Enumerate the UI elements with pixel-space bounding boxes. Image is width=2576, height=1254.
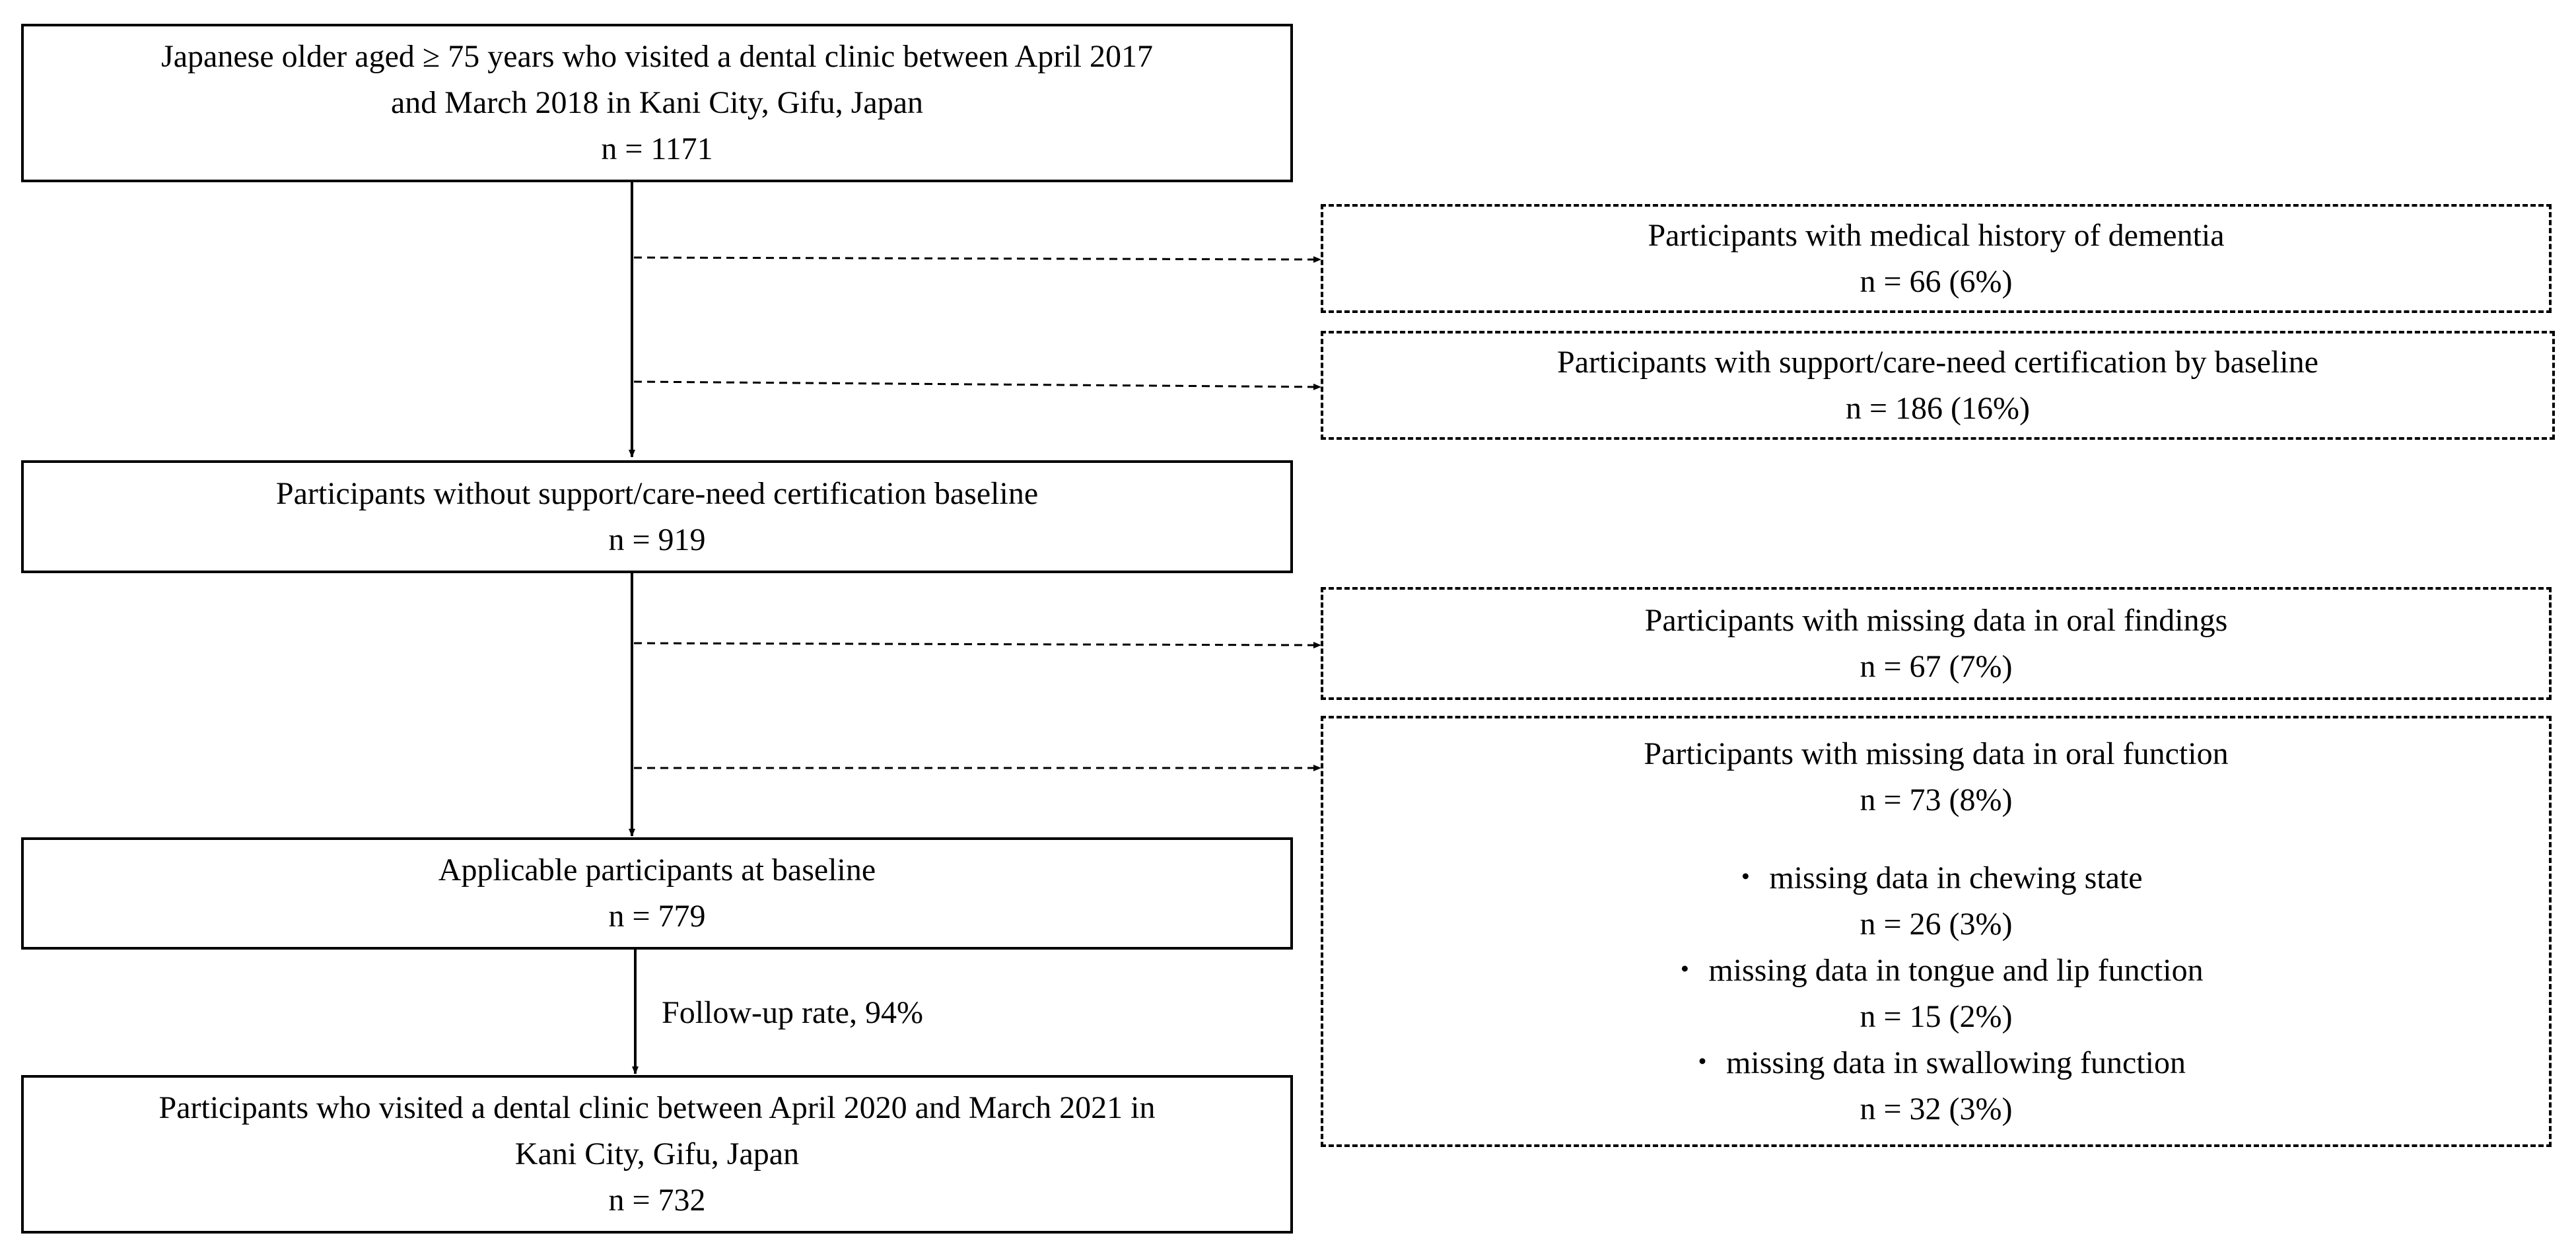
applicable-baseline-box bbox=[21, 837, 1293, 950]
oral-function-item-tongue-lip: ・ missing data in tongue and lip function bbox=[1669, 952, 2204, 988]
oral-function-item-swallowing-count: n = 32 (3%) bbox=[1860, 1091, 2013, 1127]
excluded-dementia-text: Participants with medical history of dementia bbox=[1648, 217, 2225, 253]
initial-population-text-line2: and March 2018 in Kani City, Gifu, Japan bbox=[390, 85, 924, 120]
initial-population-box bbox=[21, 24, 1293, 182]
excluded-oral-function-box bbox=[1321, 716, 2552, 1147]
excluded-dementia-count: n = 66 (6%) bbox=[1860, 263, 2013, 299]
followup-text-line2: Kani City, Gifu, Japan bbox=[514, 1136, 800, 1171]
excluded-oral-findings-count: n = 67 (7%) bbox=[1860, 648, 2013, 684]
oral-function-item-chewing-count: n = 26 (3%) bbox=[1860, 906, 2013, 942]
excluded-certification-text: Participants with support/care-need certification by baseline bbox=[1557, 344, 2318, 380]
initial-population-text-line1: Japanese older aged ≥ 75 years who visited a dental clinic between April 2017 bbox=[161, 39, 1153, 74]
applicable-baseline-count: n = 779 bbox=[608, 899, 706, 934]
excluded-oral-findings-text: Participants with missing data in oral findings bbox=[1644, 602, 2228, 638]
excluded-oral-findings-box bbox=[1321, 587, 2552, 700]
excluded-certification-box bbox=[1321, 331, 2555, 440]
followup-count: n = 732 bbox=[608, 1183, 706, 1218]
without-certification-count: n = 919 bbox=[608, 522, 706, 557]
applicable-baseline-text: Applicable participants at baseline bbox=[438, 853, 876, 888]
arrow-to-certification bbox=[634, 382, 1321, 387]
excluded-dementia-box bbox=[1321, 204, 2552, 313]
oral-function-item-chewing: ・ missing data in chewing state bbox=[1729, 860, 2143, 895]
arrow-to-oral-findings bbox=[634, 643, 1321, 645]
arrow-to-dementia bbox=[634, 258, 1321, 260]
without-certification-box bbox=[21, 460, 1293, 573]
initial-population-count: n = 1171 bbox=[601, 131, 713, 166]
oral-function-item-swallowing: ・ missing data in swallowing function bbox=[1687, 1045, 2186, 1080]
followup-box bbox=[21, 1075, 1293, 1234]
followup-text-line1: Participants who visited a dental clinic between April 2020 and March 2021 in bbox=[158, 1090, 1156, 1125]
oral-function-item-tongue-lip-count: n = 15 (2%) bbox=[1860, 998, 2013, 1034]
excluded-certification-count: n = 186 (16%) bbox=[1845, 390, 2031, 426]
excluded-oral-function-text: Participants with missing data in oral function bbox=[1644, 736, 2229, 771]
without-certification-text: Participants without support/care-need certification baseline bbox=[275, 475, 1039, 511]
excluded-oral-function-count: n = 73 (8%) bbox=[1860, 782, 2013, 818]
followup-rate-label: Follow-up rate, 94% bbox=[662, 995, 923, 1030]
